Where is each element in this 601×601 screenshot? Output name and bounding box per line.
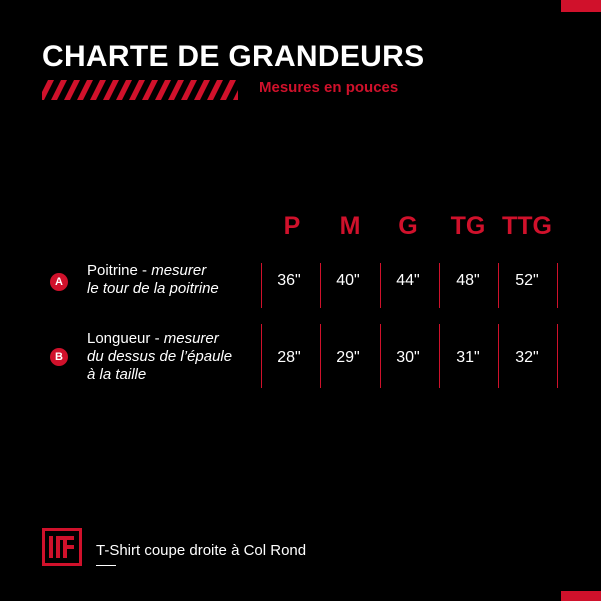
measure-hint-1: mesurer <box>163 330 219 347</box>
hazard-stripes-icon <box>42 80 238 100</box>
corner-accent-bottom <box>561 591 601 601</box>
measure-hint-2: le tour de la poitrine <box>87 280 219 297</box>
column-divider <box>557 263 558 308</box>
size-header-p: P <box>283 212 301 240</box>
size-header-tg: TG <box>450 212 486 240</box>
row-badge-a: A <box>50 273 68 291</box>
column-divider <box>439 324 440 388</box>
page-title: CHARTE DE GRANDEURS <box>42 40 425 73</box>
label-separator: - <box>137 262 152 279</box>
column-divider <box>380 324 381 388</box>
row-badge-b: B <box>50 348 68 366</box>
column-divider <box>498 324 499 388</box>
value-longueur-g: 30" <box>396 349 420 366</box>
size-header-g: G <box>398 212 418 240</box>
row-label-longueur <box>87 330 232 384</box>
corner-accent-top <box>561 0 601 12</box>
measure-name: Poitrine <box>87 262 138 279</box>
column-divider <box>557 324 558 388</box>
row-label-poitrine <box>87 262 219 298</box>
measure-hint-3: à la taille <box>87 366 147 383</box>
size-header-ttg: TTG <box>502 212 552 240</box>
value-poitrine-m: 40" <box>336 272 360 289</box>
label-separator: - <box>150 330 164 347</box>
column-divider <box>261 324 262 388</box>
tf-logo-icon <box>42 528 82 566</box>
product-name: T-Shirt coupe droite à Col Rond <box>96 542 307 559</box>
value-poitrine-g: 44" <box>396 272 420 289</box>
measure-name: Longueur <box>87 330 151 347</box>
measure-hint-2: du dessus de l’épaule <box>87 348 233 365</box>
column-divider <box>261 263 262 308</box>
value-poitrine-ttg: 52" <box>515 272 539 289</box>
product-underline <box>96 565 116 566</box>
column-divider <box>320 263 321 308</box>
value-longueur-ttg: 32" <box>515 349 539 366</box>
value-poitrine-tg: 48" <box>456 272 480 289</box>
column-divider <box>498 263 499 308</box>
value-longueur-tg: 31" <box>456 349 480 366</box>
value-longueur-p: 28" <box>277 349 301 366</box>
value-longueur-m: 29" <box>336 349 360 366</box>
column-divider <box>320 324 321 388</box>
column-divider <box>380 263 381 308</box>
size-header-m: M <box>339 212 361 240</box>
column-divider <box>439 263 440 308</box>
value-poitrine-p: 36" <box>277 272 301 289</box>
page-subtitle: Mesures en pouces <box>259 79 399 96</box>
measure-hint-1: mesurer <box>151 262 207 279</box>
